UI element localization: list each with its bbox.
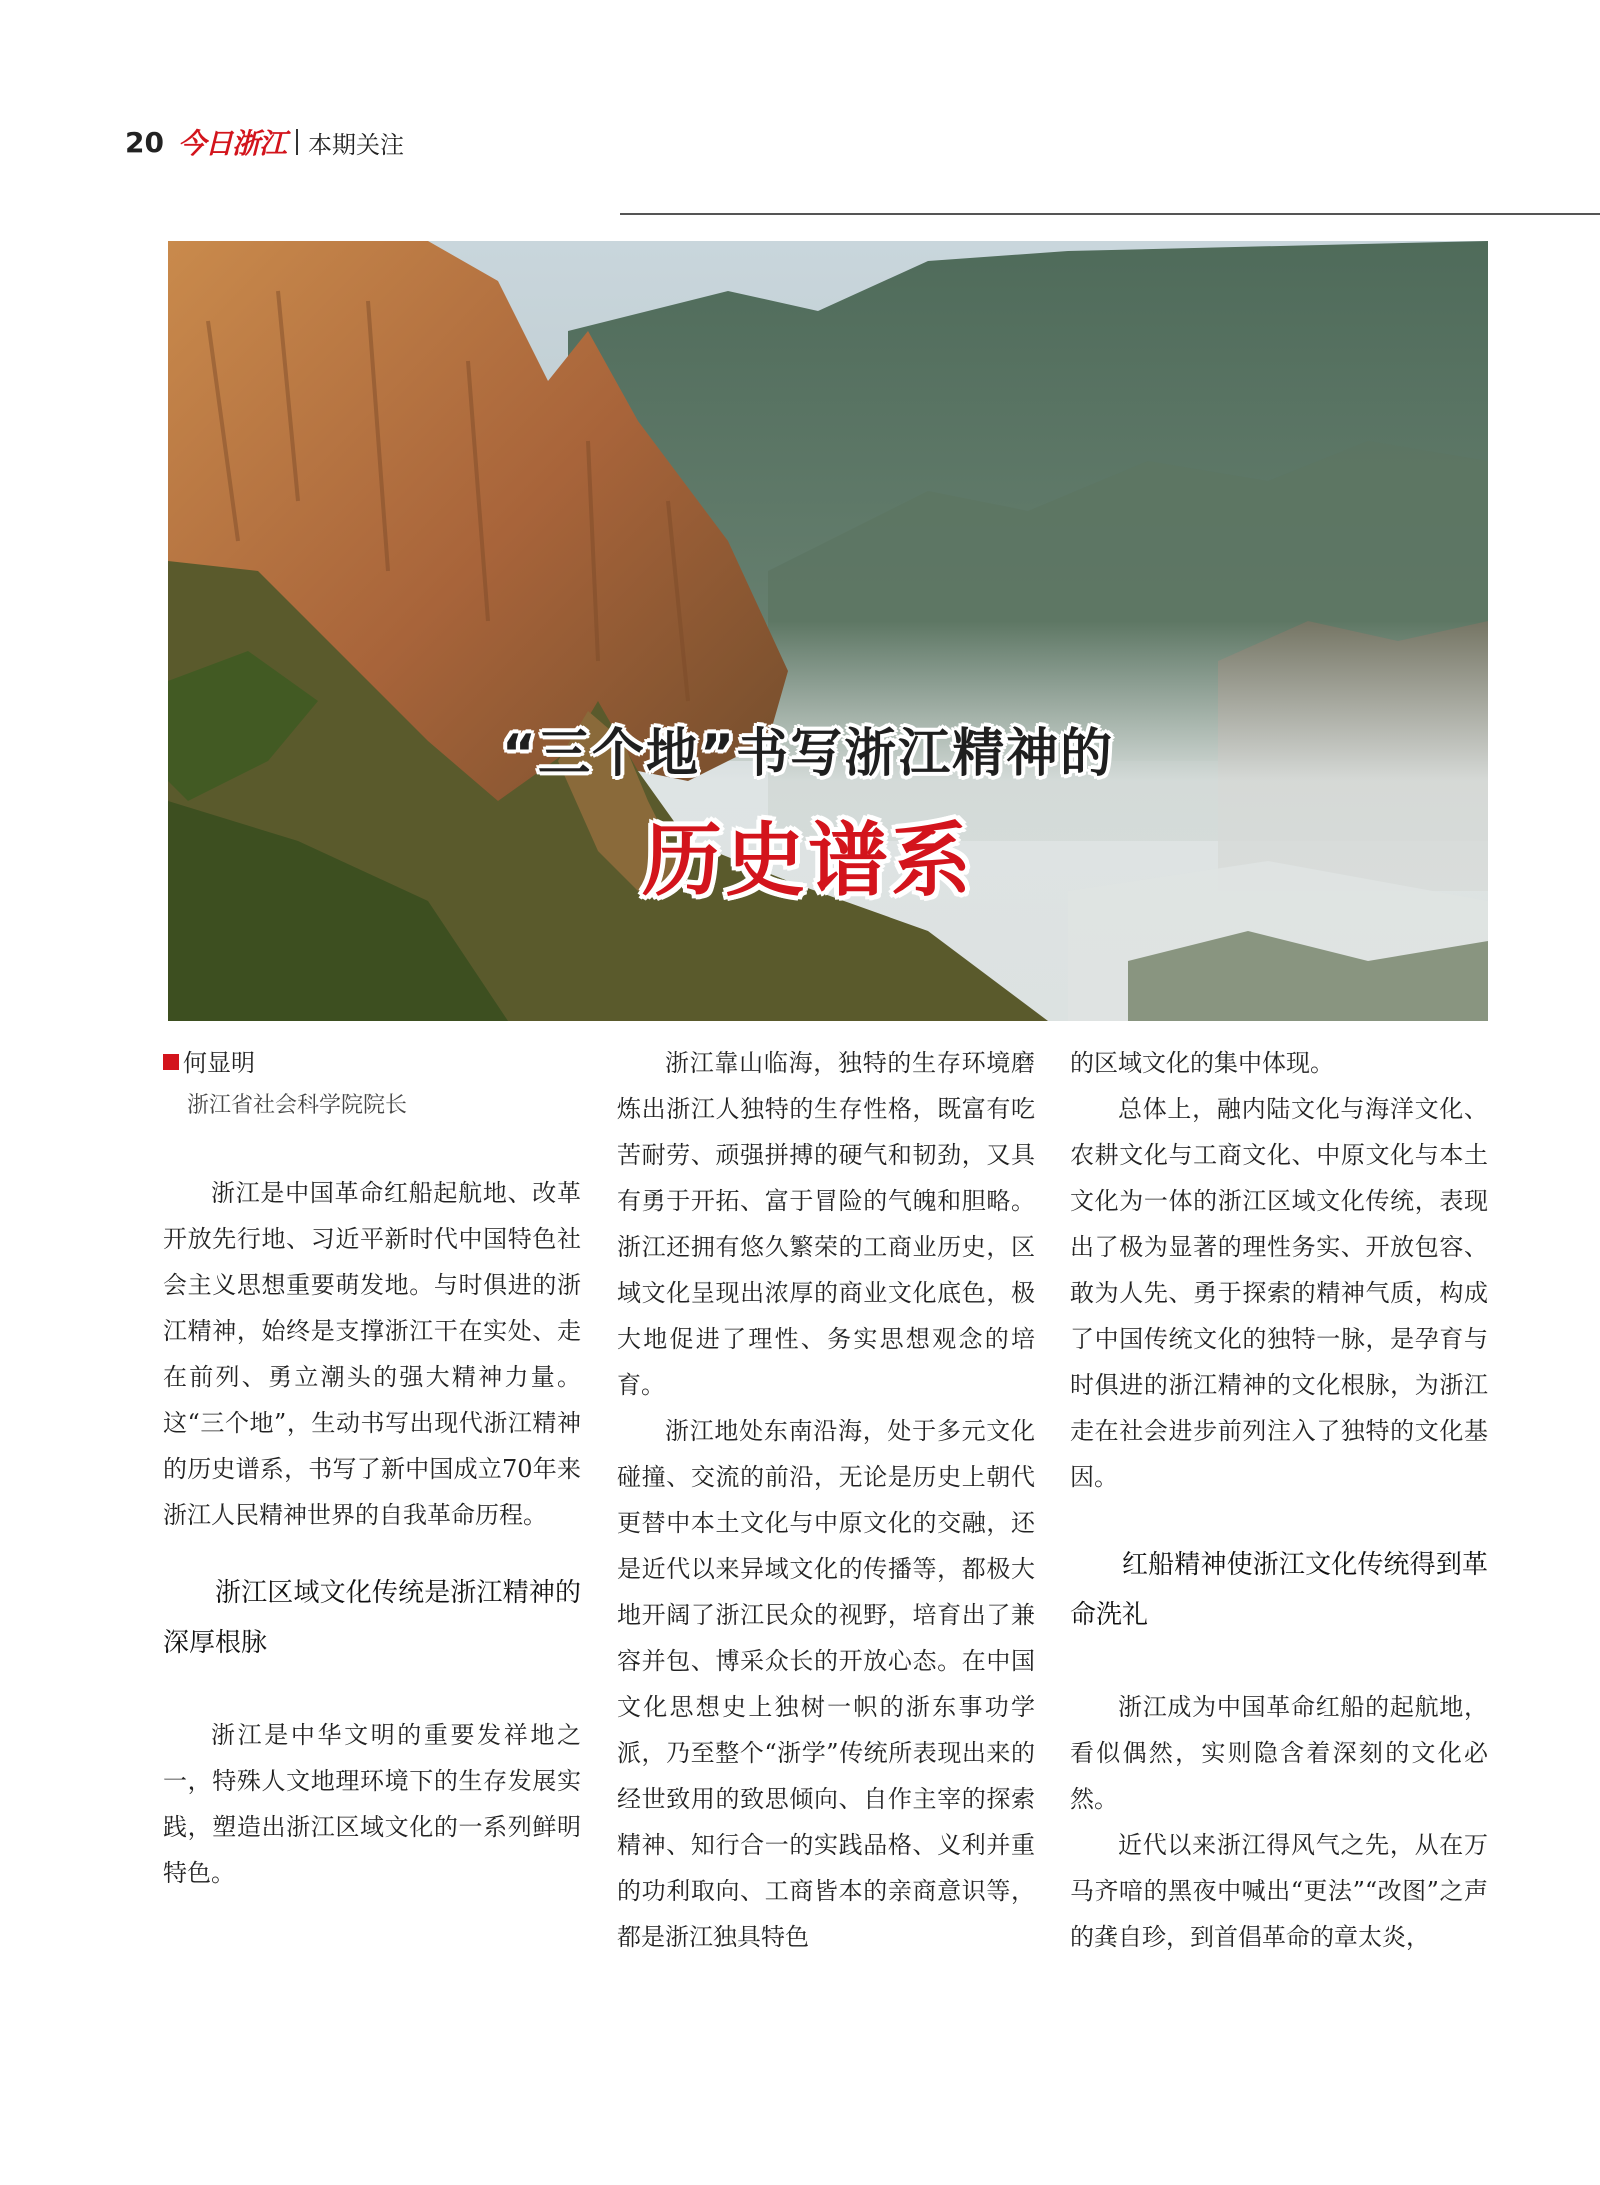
magazine-logo: 今日浙江 [177, 127, 286, 160]
hero-image [168, 241, 1488, 1021]
section-name: 本期关注 [307, 130, 404, 159]
author-name: 何显明 [183, 1049, 255, 1077]
paragraph: 浙江成为中国革命红船的起航地，看似偶然，实则隐含着深刻的文化必然。 [1070, 1693, 1488, 1813]
subheading-1: 浙江区域文化传统是浙江精神的深厚根脉 [163, 1578, 581, 1658]
column-2 [617, 1040, 1035, 1960]
paragraph: 近代以来浙江得风气之先，从在万马齐喑的黑夜中喊出“更法”“改图”之声的龚自珍，到首倡革命的章太炎， [1070, 1831, 1488, 1951]
column-1 [163, 1040, 581, 1896]
hero-title-line1: “三个地”书写浙江精神的 [501, 724, 1115, 784]
paragraph-continued: 的区域文化的集中体现。 [1070, 1049, 1334, 1077]
paragraph: 总体上，融内陆文化与海洋文化、农耕文化与工商文化、中原文化与本土文化为一体的浙江区域文化传统，表现出了极为显著的理性务实、开放包容、敢为人先、勇于探索的精神气质，构成了中国传统文化的独特一脉，是孕育与时俱进的浙江精神的文化根脉，为浙江走在社会进步前列注入了独特的文化基因。 [1070, 1095, 1488, 1491]
hero-title-line2: 历史谱系 [642, 814, 974, 907]
page-number: 20 [125, 125, 164, 159]
author-affiliation: 浙江省社会科学院院长 [187, 1093, 408, 1118]
paragraph: 浙江地处东南沿海，处于多元文化碰撞、交流的前沿，无论是历史上朝代更替中本土文化与中原文化的交融，还是近代以来异域文化的传播等，都极大地开阔了浙江民众的视野，培育出了兼容并包、博采众长的开放心态。在中国文化思想史上独树一帜的浙东事功学派，乃至整个“浙学”传统所表现出来的经世致用的致思倾向、自作主宰的探索精神、知行合一的实践品格、义利并重的功利取向、工商皆本的亲商意识等，都是浙江独具特色 [617, 1417, 1035, 1951]
paragraph: 浙江靠山临海，独特的生存环境磨炼出浙江人独特的生存性格，既富有吃苦耐劳、顽强拼搏的硬气和韧劲，又具有勇于开拓、富于冒险的气魄和胆略。浙江还拥有悠久繁荣的工商业历史，区域文化呈现出浓厚的商业文化底色，极大地促进了理性、务实思想观念的培育。 [617, 1049, 1035, 1399]
header-rule [620, 213, 1600, 215]
author-line [163, 1040, 581, 1086]
author-marker [163, 1054, 179, 1070]
paragraph: 浙江是中华文明的重要发祥地之一，特殊人文地理环境下的生存发展实践，塑造出浙江区域文化的一系列鲜明特色。 [163, 1721, 581, 1887]
paragraph-intro: 浙江是中国革命红船起航地、改革开放先行地、习近平新时代中国特色社会主义思想重要萌发地。与时俱进的浙江精神，始终是支撑浙江干在实处、走在前列、勇立潮头的强大精神力量。这“三个地”，生动书写出现代浙江精神的历史谱系，书写了新中国成立70年来浙江人民精神世界的自我革命历程。 [163, 1179, 581, 1529]
subheading-2: 红船精神使浙江文化传统得到革命洗礼 [1070, 1550, 1488, 1630]
page-header [125, 124, 404, 160]
header-divider [296, 129, 298, 155]
mountain-landscape-photo [168, 241, 1488, 1021]
column-3 [1070, 1040, 1488, 1960]
